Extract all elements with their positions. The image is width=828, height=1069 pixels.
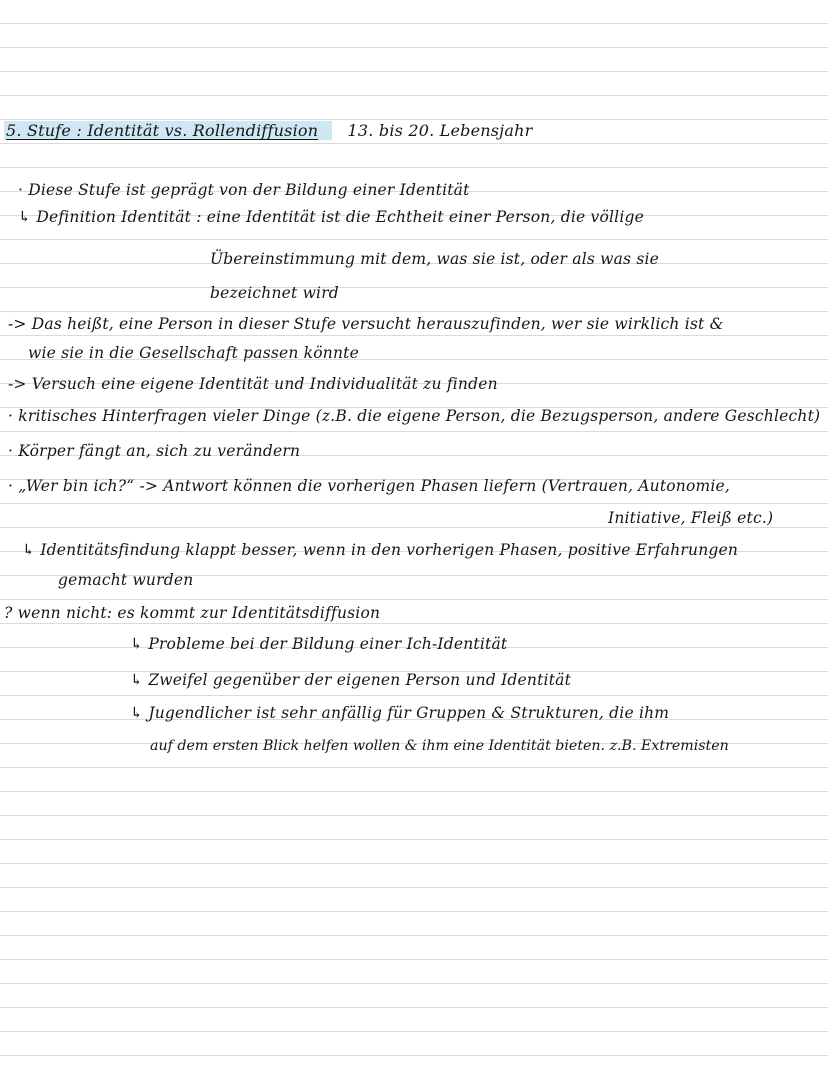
note-line: gemacht wurden [58, 571, 194, 589]
note-line: -> Versuch eine eigene Identität und Individualität zu finden [8, 375, 498, 393]
note-line: · „Wer bin ich?“ -> Antwort können die vorherigen Phasen liefern (Vertrauen, Autonomie, [8, 477, 731, 495]
note-line: -> Das heißt, eine Person in dieser Stufe versucht herauszufinden, wer sie wirklich ist & [8, 315, 724, 333]
note-line: · kritisches Hinterfragen vieler Dinge (z.B. die eigene Person, die Bezugsperson, andere Geschlecht) [8, 407, 821, 425]
stage-heading: 5. Stufe : Identität vs. Rollendiffusion [4, 121, 332, 140]
note-line: ↳ Identitätsfindung klappt besser, wenn in den vorherigen Phasen, positive Erfahrungen [22, 541, 739, 559]
age-range: 13. bis 20. Lebensjahr [347, 121, 533, 140]
note-line: ? wenn nicht: es kommt zur Identitätsdiffusion [4, 604, 381, 622]
note-line: · Körper fängt an, sich zu verändern [8, 442, 301, 460]
note-line: wie sie in die Gesellschaft passen könnte [28, 344, 359, 362]
note-line: ↳ Probleme bei der Bildung einer Ich-Identität [130, 635, 508, 653]
note-line: ↳ Jugendlicher ist sehr anfällig für Gruppen & Strukturen, die ihm [130, 704, 670, 722]
note-line: Initiative, Fleiß etc.) [608, 509, 774, 527]
note-line: bezeichnet wird [210, 284, 339, 302]
note-line: ↳ Definition Identität : eine Identität ist die Echtheit einer Person, die völlige [18, 208, 644, 226]
note-line: · Diese Stufe ist geprägt von der Bildung einer Identität [18, 181, 470, 199]
page-title [4, 121, 532, 141]
note-line: ↳ Zweifel gegenüber der eigenen Person und Identität [130, 671, 571, 689]
note-line: Übereinstimmung mit dem, was sie ist, oder als was sie [210, 250, 660, 268]
note-line: auf dem ersten Blick helfen wollen & ihm eine Identität bieten. z.B. Extremisten [150, 738, 729, 754]
